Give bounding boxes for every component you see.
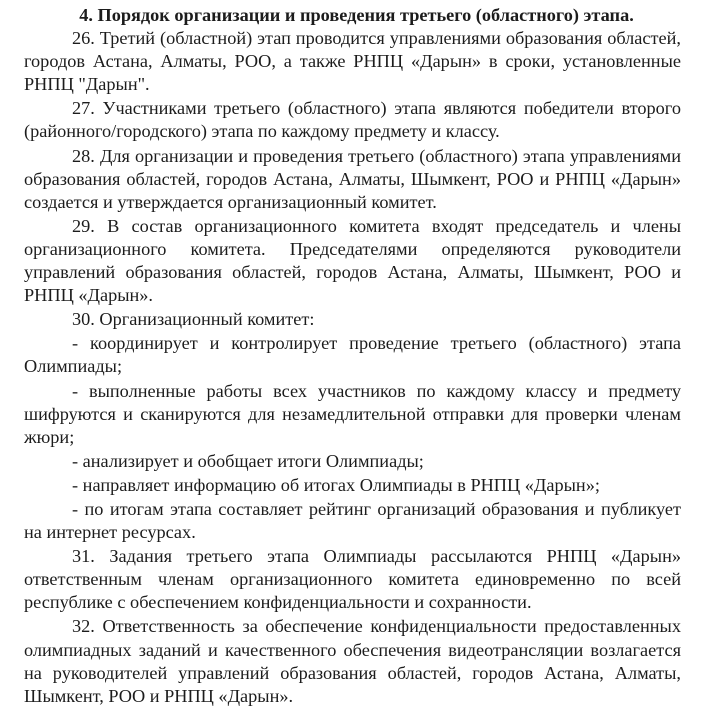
paragraph-28: 28. Для организации и проведения третьего (областного) этапа управлениями образования областей, городов Астана, Алматы, Шымкент, РОО и РНПЦ «Дарын» создается и утверждается организационный комитет.	[24, 145, 681, 212]
paragraph-27: 27. Участниками третьего (областного) этапа являются победители второго (районного/городского) этапа по каждому предмету и классу.	[24, 98, 681, 142]
paragraph-32: 32. Ответственность за обеспечение конфиденциальности предоставленных олимпиадных заданий и качественного обеспечения видеотрансляции возлагается на руководителей управлений образования областей, городов Астана, Алматы, Шымкент, РОО и РНПЦ «Дарын».	[24, 616, 681, 706]
section-heading: 4. Порядок организации и проведения третьего (областного) этапа.	[79, 5, 634, 25]
list-item-coordinates: - координирует и контролирует проведение третьего (областного) этапа Олимпиады;	[24, 333, 681, 377]
list-item-rating: - по итогам этапа составляет рейтинг организаций образования и публикует на интернет ресурсах.	[24, 498, 681, 543]
paragraph-31: 31. Задания третьего этапа Олимпиады рассылаются РНПЦ «Дарын» ответственным членам организационного комитета единовременно по всей республике с обеспечением конфиденциальности и сохранности.	[24, 546, 681, 613]
list-item-send-info: - направляет информацию об итогах Олимпиады в РНПЦ «Дарын»;	[72, 474, 600, 495]
paragraph-29: 29. В состав организационного комитета входят председатель и члены организационного комитета. Председателями определяются руководители управлений образования областей, городов Астана, Алматы, Шымкент, РОО и РНПЦ «Дарын».	[24, 215, 681, 306]
paragraph-26: 26. Третий (областной) этап проводится управлениями образования областей, городов Астана, Алматы, РОО, а также РНПЦ «Дарын» в сроки, установленные РНПЦ "Дарын".	[24, 28, 681, 95]
list-item-encrypt-scan: - выполненные работы всех участников по каждому классу и предмету шифруются и сканируются для незамедлительной отправки для проверки членам жюри;	[24, 380, 681, 447]
paragraph-30: 30. Организационный комитет:	[72, 309, 315, 330]
list-item-analyze: - анализирует и обобщает итоги Олимпиады;	[72, 450, 424, 471]
